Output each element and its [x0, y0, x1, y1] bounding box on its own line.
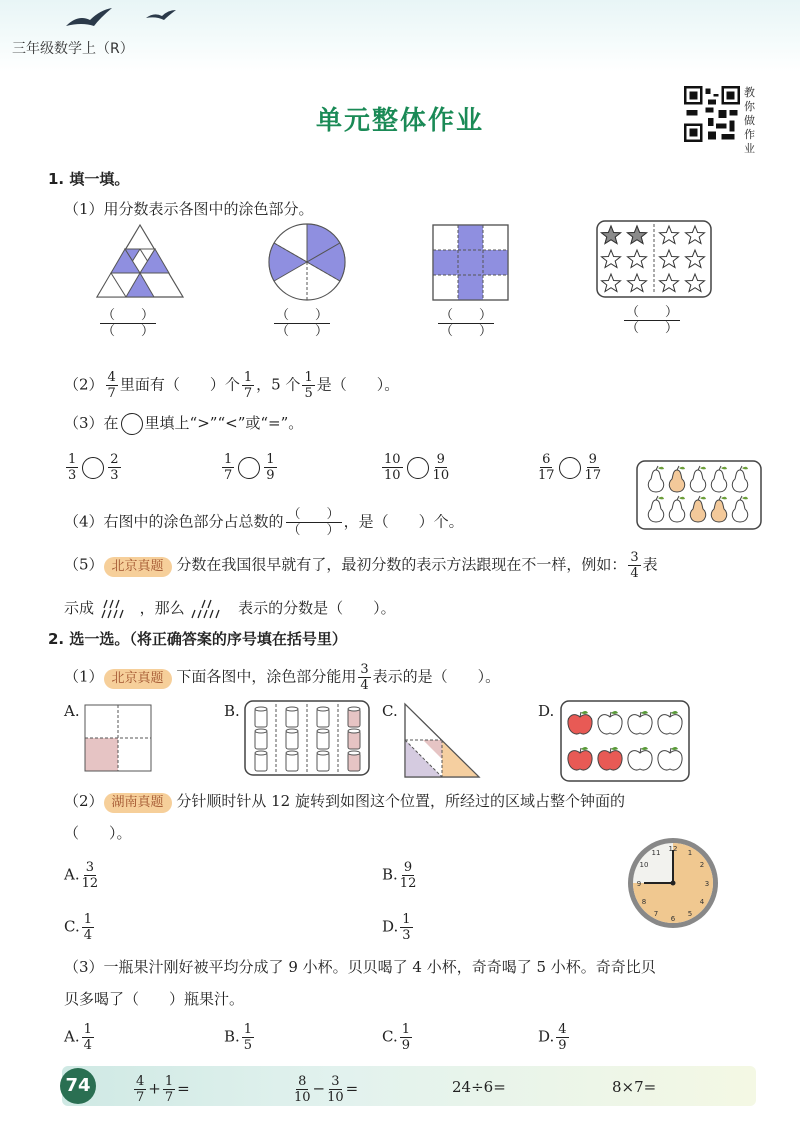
stars-figure: [596, 220, 712, 298]
section1-label: 1. 填一填。: [48, 170, 130, 188]
qr-caption: 教你做作业: [744, 86, 755, 155]
section2-label: 2. 选一选。（将正确答案的序号填在括号里）: [48, 630, 347, 648]
swallow-icon: [60, 4, 180, 38]
option-a[interactable]: A. $\frac{1}{4}$: [64, 1022, 92, 1053]
compare-blank[interactable]: [238, 457, 260, 479]
ancient-fraction-3-4-icon: [99, 596, 135, 622]
page-title: 单元整体作业: [315, 106, 484, 136]
circle-figure: [267, 222, 347, 302]
option-b-figure: [244, 700, 370, 776]
q2-2-line2: （ ）。: [64, 824, 132, 842]
answer-blank[interactable]: （ ） （ ）: [440, 308, 493, 339]
calc-2: $\frac{8}{10}$ − $\frac{3}{10}$ =: [294, 1074, 359, 1105]
svg-text:8: 8: [641, 898, 647, 906]
answer-blank[interactable]: （ ） （ ）: [276, 308, 329, 339]
option-b[interactable]: B. $\frac{1}{5}$: [224, 1022, 253, 1053]
q1-4-line: （4）右图中的涂色部分占总数的 $\frac{( )}{( )}$ ，是（ ）个。: [64, 507, 464, 538]
svg-text:7: 7: [653, 910, 659, 918]
svg-text:9: 9: [636, 880, 642, 888]
source-tag: 北京真题: [104, 557, 172, 577]
qr-code-icon[interactable]: [684, 86, 740, 142]
q1-2-line: （2） $\frac{4}{7}$ 里面有（ ）个 $\frac{1}{7}$ ，5 个 $\frac{1}{5}$ 是（ ）。: [64, 370, 400, 401]
compare-row-2: $\frac{1}{7}$ $\frac{1}{9}$: [224, 452, 275, 483]
compare-blank[interactable]: [407, 457, 429, 479]
q1-5-line2: 示成 ，那么 表示的分数是（ ）。: [64, 596, 396, 622]
option-a-label[interactable]: A.: [64, 702, 80, 720]
ancient-fraction-2-5-icon: [189, 596, 233, 622]
svg-text:10: 10: [639, 861, 649, 869]
source-tag: 北京真题: [104, 669, 172, 689]
q1-3-line: （3）在 里填上“>”“<”或“=”。: [64, 412, 303, 435]
page-number: 74: [60, 1068, 96, 1104]
svg-text:5: 5: [687, 910, 693, 918]
option-a[interactable]: A. $\frac{3}{12}$: [64, 860, 99, 891]
q1-5-line: （5） 北京真题 分数在我国很早就有了，最初分数的表示方法跟现在不一样，例如： $\frac{3}{4}$ 表: [64, 550, 658, 581]
compare-blank[interactable]: [559, 457, 581, 479]
svg-text:4: 4: [699, 898, 705, 906]
svg-text:1: 1: [687, 849, 693, 857]
compare-blank[interactable]: [82, 457, 104, 479]
compare-row-1: $\frac{1}{3}$ $\frac{2}{3}$: [68, 452, 119, 483]
compare-circle-icon: [121, 413, 143, 435]
option-b[interactable]: B. $\frac{9}{12}$: [382, 860, 417, 891]
option-d[interactable]: D. $\frac{4}{9}$: [538, 1022, 567, 1053]
option-c-figure: [402, 700, 482, 780]
answer-blank[interactable]: （ ） （ ）: [102, 308, 155, 339]
option-c-label[interactable]: C.: [382, 702, 398, 720]
answer-blank[interactable]: （ ） （ ）: [626, 305, 679, 336]
pears-figure: [636, 460, 762, 530]
option-a-figure: [84, 704, 152, 772]
svg-text:11: 11: [651, 849, 661, 857]
svg-text:12: 12: [668, 845, 678, 853]
svg-text:2: 2: [699, 861, 705, 869]
calc-1: $\frac{4}{7}$ + $\frac{1}{7}$ =: [136, 1074, 190, 1105]
option-c[interactable]: C. $\frac{1}{4}$: [64, 912, 92, 943]
compare-row-4: $\frac{6}{17}$ $\frac{9}{17}$: [538, 452, 602, 483]
source-tag: 湖南真题: [104, 793, 172, 813]
calc-3: 24÷6=: [452, 1078, 506, 1096]
q2-3-line2: 贝多喝了（ ）瓶果汁。: [64, 990, 245, 1008]
option-c[interactable]: C. $\frac{1}{9}$: [382, 1022, 410, 1053]
triangle-figure: [95, 223, 185, 299]
option-d-label[interactable]: D.: [538, 702, 555, 720]
svg-text:3: 3: [704, 880, 710, 888]
option-b-label[interactable]: B.: [224, 702, 240, 720]
clock-icon: [626, 836, 720, 930]
q2-3-line1: （3）一瓶果汁刚好被平均分成了 9 小杯。贝贝喝了 4 小杯，奇奇喝了 5 小杯。奇奇比贝: [64, 958, 656, 976]
compare-row-3: $\frac{10}{10}$ $\frac{9}{10}$: [384, 452, 450, 483]
svg-text:6: 6: [670, 915, 676, 923]
q1-1-text: （1）用分数表示各图中的涂色部分。: [64, 200, 314, 218]
q2-1-line: （1） 北京真题 下面各图中，涂色部分能用 $\frac{3}{4}$ 表示的是（ ）。: [64, 662, 501, 693]
option-d-figure: [560, 700, 690, 782]
q2-2-line: （2） 湖南真题 分针顺时针从 12 旋转到如图这个位置，所经过的区域占整个钟面的: [64, 790, 625, 813]
answer-blank[interactable]: $\frac{( )}{( )}$: [287, 507, 340, 538]
calc-4: 8×7=: [612, 1078, 657, 1096]
cross-figure: [432, 224, 510, 302]
option-d[interactable]: D. $\frac{1}{3}$: [382, 912, 411, 943]
header-banner: [0, 0, 800, 72]
grade-label: 三年级数学上（R）: [12, 41, 134, 57]
